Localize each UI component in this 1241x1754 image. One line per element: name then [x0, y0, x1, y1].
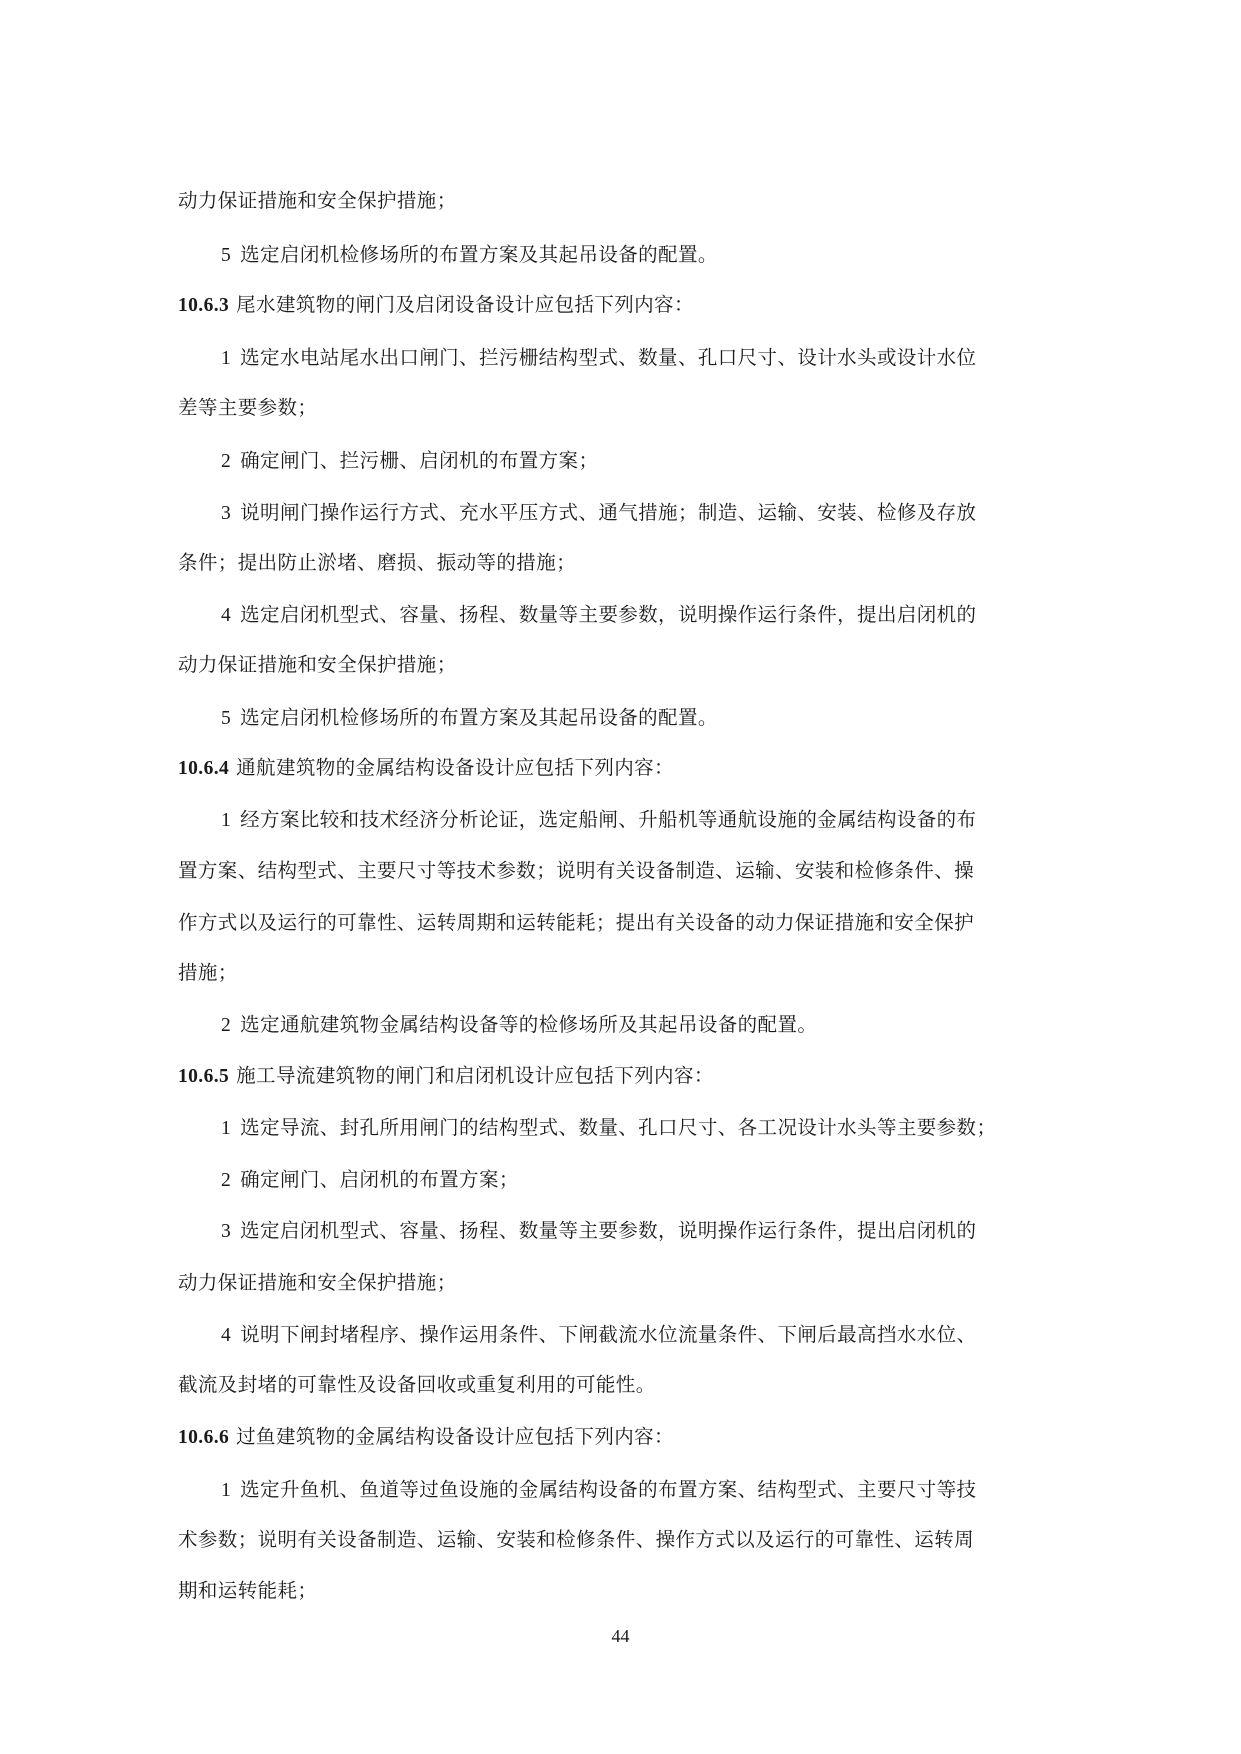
list-item — [221, 807, 976, 834]
list-item — [221, 1322, 976, 1349]
clause-number: 10.6.4 — [178, 758, 230, 779]
item-number: 3 — [221, 503, 232, 524]
item-number: 3 — [221, 1221, 232, 1242]
clause-number: 10.6.5 — [178, 1066, 230, 1087]
line-text: 动力保证措施和安全保护措施； — [178, 189, 457, 212]
line-text: 过鱼建筑物的金属结构设备设计应包括下列内容： — [236, 1425, 674, 1448]
list-item — [221, 345, 976, 372]
list-item — [221, 242, 718, 269]
line-text: 截流及封堵的可靠性及设备回收或重复利用的可能性。 — [178, 1373, 656, 1396]
text-line — [178, 188, 457, 214]
line-text: 说明下闸封堵程序、操作运用条件、下闸截流水位流量条件、下闸后最高挡水水位、 — [240, 1323, 977, 1346]
text-line — [178, 652, 457, 678]
line-text: 期和运转能耗； — [178, 1579, 318, 1602]
item-number: 4 — [221, 1325, 232, 1346]
text-line — [178, 550, 576, 576]
line-text: 确定闸门、启闭机的布置方案； — [240, 1168, 519, 1191]
list-item — [221, 1218, 976, 1245]
clause-heading — [178, 755, 674, 782]
item-number: 5 — [221, 245, 232, 266]
item-number: 1 — [221, 348, 232, 369]
list-item — [221, 500, 976, 527]
line-text: 差等主要参数； — [178, 396, 318, 419]
line-text: 动力保证措施和安全保护措施； — [178, 1271, 457, 1294]
line-text: 措施； — [178, 961, 238, 984]
item-number: 2 — [221, 1015, 232, 1036]
line-text: 条件；提出防止淤堵、磨损、振动等的措施； — [178, 551, 577, 574]
list-item — [221, 448, 598, 475]
line-text: 选定启闭机检修场所的布置方案及其起吊设备的配置。 — [240, 706, 718, 729]
list-item — [221, 1012, 817, 1039]
clause-heading — [178, 1424, 674, 1451]
item-number: 4 — [221, 605, 232, 626]
list-item — [221, 602, 976, 629]
text-line — [178, 1270, 457, 1296]
clause-heading — [178, 1063, 714, 1090]
text-line — [178, 858, 974, 884]
text-line — [178, 395, 317, 421]
item-number: 2 — [221, 1170, 232, 1191]
line-text: 通航建筑物的金属结构设备设计应包括下列内容： — [236, 756, 674, 779]
line-text: 选定导流、封孔所用闸门的结构型式、数量、孔口尺寸、各工况设计水头等主要参数； — [240, 1116, 997, 1139]
line-text: 尾水建筑物的闸门及启闭设备设计应包括下列内容： — [236, 293, 694, 316]
list-item — [221, 1167, 519, 1194]
clause-number: 10.6.6 — [178, 1427, 230, 1448]
line-text: 术参数；说明有关设备制造、运输、安装和检修条件、操作方式以及运行的可靠性、运转周 — [178, 1528, 975, 1551]
text-line — [178, 910, 974, 936]
line-text: 经方案比较和技术经济分析论证，选定船闸、升船机等通航设施的金属结构设备的布 — [240, 808, 977, 831]
item-number: 1 — [221, 1118, 232, 1139]
page-number: 44 — [611, 1626, 630, 1646]
text-line — [178, 960, 238, 986]
clause-number: 10.6.3 — [178, 295, 230, 316]
list-item — [221, 1115, 996, 1142]
item-number: 1 — [221, 810, 232, 831]
line-text: 选定升鱼机、鱼道等过鱼设施的金属结构设备的布置方案、结构型式、主要尺寸等技 — [240, 1478, 977, 1501]
line-text: 置方案、结构型式、主要尺寸等技术参数；说明有关设备制造、运输、安装和检修条件、操 — [178, 859, 975, 882]
item-number: 1 — [221, 1480, 232, 1501]
line-text: 确定闸门、拦污栅、启闭机的布置方案； — [240, 449, 599, 472]
list-item — [221, 705, 718, 732]
line-text: 选定启闭机型式、容量、扬程、数量等主要参数，说明操作运行条件，提出启闭机的 — [240, 1219, 977, 1242]
item-number: 2 — [221, 451, 232, 472]
line-text: 作方式以及运行的可靠性、运转周期和运转能耗；提出有关设备的动力保证措施和安全保护 — [178, 911, 975, 934]
line-text: 动力保证措施和安全保护措施； — [178, 653, 457, 676]
line-text: 施工导流建筑物的闸门和启闭机设计应包括下列内容： — [236, 1064, 714, 1087]
clause-heading — [178, 292, 694, 319]
line-text: 选定水电站尾水出口闸门、拦污栅结构型式、数量、孔口尺寸、设计水头或设计水位 — [240, 346, 977, 369]
list-item — [221, 1477, 976, 1504]
text-line — [178, 1527, 974, 1553]
text-line — [178, 1372, 656, 1398]
line-text: 选定启闭机检修场所的布置方案及其起吊设备的配置。 — [240, 243, 718, 266]
line-text: 选定通航建筑物金属结构设备等的检修场所及其起吊设备的配置。 — [240, 1013, 818, 1036]
line-text: 选定启闭机型式、容量、扬程、数量等主要参数，说明操作运行条件，提出启闭机的 — [240, 603, 977, 626]
item-number: 5 — [221, 708, 232, 729]
line-text: 说明闸门操作运行方式、充水平压方式、通气措施；制造、运输、安装、检修及存放 — [240, 501, 977, 524]
text-line — [178, 1578, 317, 1604]
